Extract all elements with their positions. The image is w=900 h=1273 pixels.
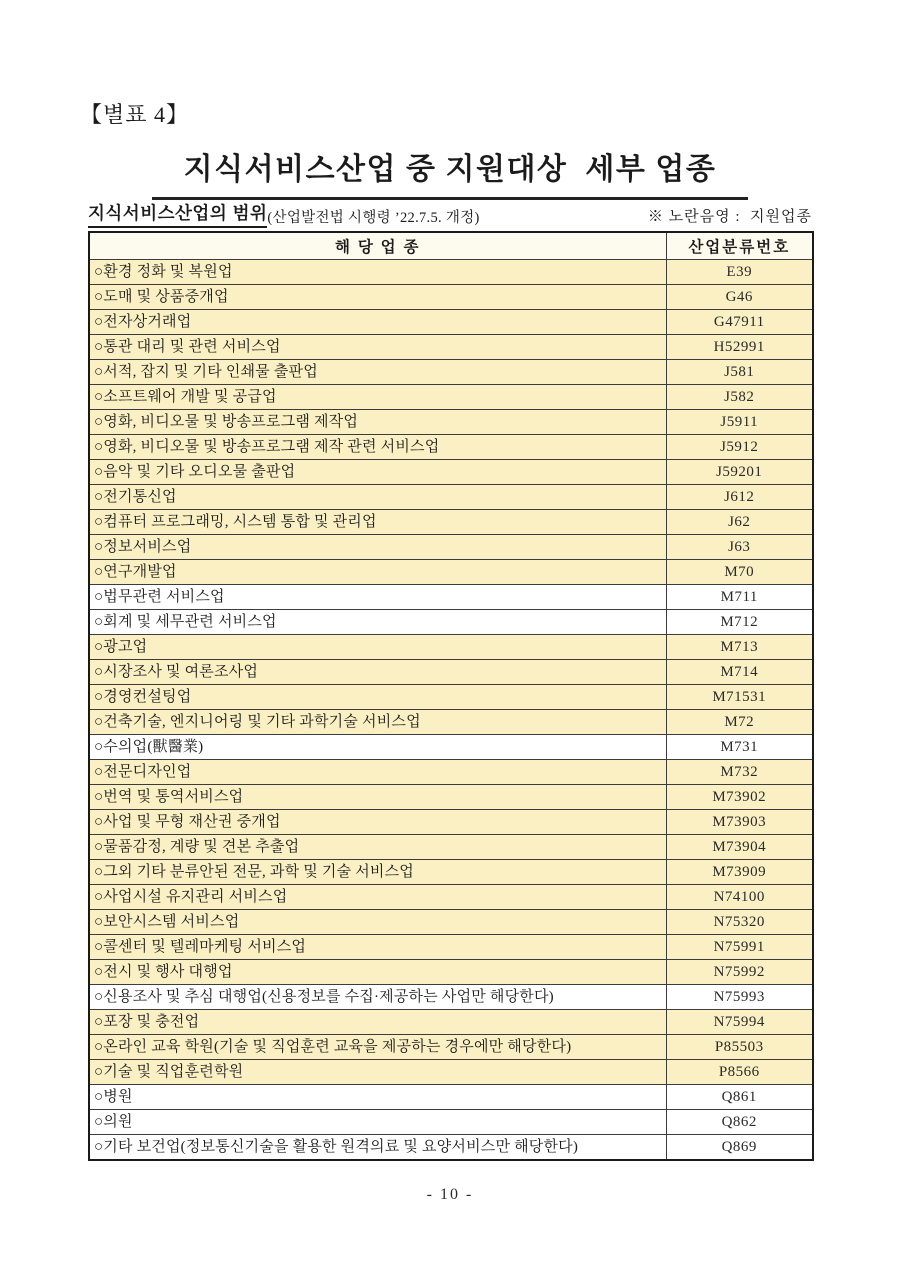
annex-label: 【별표 4】 [80,102,190,127]
table-row [89,660,813,685]
industry-name-cell: ○정보서비스업 [89,535,666,560]
table-row [89,260,813,285]
industry-code-cell: N75991 [666,935,813,960]
industry-table-body [89,260,813,1161]
industry-name-cell: ○콜센터 및 텔레마케팅 서비스업 [89,935,666,960]
table-row [89,585,813,610]
subtitle-heading: 지식서비스산업의 범위 [88,200,267,228]
table-row [89,935,813,960]
industry-name-cell: ○건축기술, 엔지니어링 및 기타 과학기술 서비스업 [89,710,666,735]
table-row [89,485,813,510]
industry-code-cell: Q861 [666,1085,813,1110]
industry-code-cell: P8566 [666,1060,813,1085]
table-row [89,510,813,535]
table-row [89,435,813,460]
table-row [89,1135,813,1161]
table-row [89,960,813,985]
industry-code-cell: G47911 [666,310,813,335]
industry-code-cell: N75993 [666,985,813,1010]
table-row [89,1060,813,1085]
table-row [89,610,813,635]
industry-name-cell: ○보안시스템 서비스업 [89,910,666,935]
industry-name-cell: ○사업 및 무형 재산권 중개업 [89,810,666,835]
industry-table [88,231,814,1161]
table-row [89,685,813,710]
industry-code-cell: J581 [666,360,813,385]
industry-code-cell: N75320 [666,910,813,935]
industry-code-cell: N75994 [666,1010,813,1035]
industry-code-cell: M73903 [666,810,813,835]
industry-code-cell: Q869 [666,1135,813,1161]
table-row [89,560,813,585]
title-block [152,144,748,200]
industry-name-cell: ○전시 및 행사 대행업 [89,960,666,985]
table-row [89,1035,813,1060]
table-row [89,535,813,560]
table-row [89,910,813,935]
industry-code-cell: P85503 [666,1035,813,1060]
industry-name-cell: ○포장 및 충전업 [89,1010,666,1035]
industry-name-cell: ○환경 정화 및 복원업 [89,260,666,285]
table-row [89,1010,813,1035]
header-cell-code: 산업분류번호 [666,232,813,260]
table-row [89,635,813,660]
industry-name-cell: ○기술 및 직업훈련학원 [89,1060,666,1085]
industry-code-cell: E39 [666,260,813,285]
table-row [89,785,813,810]
industry-name-cell: ○온라인 교육 학원(기술 및 직업훈련 교육을 제공하는 경우에만 해당한다) [89,1035,666,1060]
industry-name-cell: ○의원 [89,1110,666,1135]
industry-name-cell: ○사업시설 유지관리 서비스업 [89,885,666,910]
subtitle-left [88,200,480,228]
industry-code-cell: G46 [666,285,813,310]
industry-code-cell: M714 [666,660,813,685]
industry-code-cell: J59201 [666,460,813,485]
table-row [89,810,813,835]
table-row [89,310,813,335]
industry-code-cell: M71531 [666,685,813,710]
industry-name-cell: ○서적, 잡지 및 기타 인쇄물 출판업 [89,360,666,385]
industry-code-cell: M731 [666,735,813,760]
page-number: - 10 - [426,1186,474,1203]
table-row [89,760,813,785]
industry-name-cell: ○음악 및 기타 오디오물 출판업 [89,460,666,485]
industry-name-cell: ○그외 기타 분류안된 전문, 과학 및 기술 서비스업 [89,860,666,885]
industry-code-cell: J582 [666,385,813,410]
industry-code-cell: N74100 [666,885,813,910]
industry-code-cell: M732 [666,760,813,785]
industry-name-cell: ○도매 및 상품중개업 [89,285,666,310]
table-row [89,385,813,410]
industry-code-cell: M73904 [666,835,813,860]
industry-code-cell: M73909 [666,860,813,885]
industry-name-cell: ○회계 및 세무관련 서비스업 [89,610,666,635]
industry-name-cell: ○영화, 비디오물 및 방송프로그램 제작 관련 서비스업 [89,435,666,460]
table-row [89,285,813,310]
industry-name-cell: ○기타 보건업(정보통신기술을 활용한 원격의료 및 요양서비스만 해당한다) [89,1135,666,1161]
industry-code-cell: M73902 [666,785,813,810]
table-row [89,1110,813,1135]
industry-code-cell: J5911 [666,410,813,435]
industry-name-cell: ○통관 대리 및 관련 서비스업 [89,335,666,360]
page-title: 지식서비스산업 중 지원대상 세부 업종 [183,153,717,186]
subtitle-note: (산업발전법 시행령 ’22.7.5. 개정) [267,210,480,226]
highlight-legend: ※ 노란음영 : 지원업종 [647,209,812,225]
table-row [89,410,813,435]
industry-name-cell: ○소프트웨어 개발 및 공급업 [89,385,666,410]
table-row [89,360,813,385]
industry-name-cell: ○번역 및 통역서비스업 [89,785,666,810]
industry-name-cell: ○전문디자인업 [89,760,666,785]
header-row [89,232,813,260]
industry-name-cell: ○컴퓨터 프로그래밍, 시스템 통합 및 관리업 [89,510,666,535]
industry-code-cell: Q862 [666,1110,813,1135]
industry-code-cell: M713 [666,635,813,660]
table-row [89,335,813,360]
industry-name-cell: ○전기통신업 [89,485,666,510]
industry-name-cell: ○영화, 비디오물 및 방송프로그램 제작업 [89,410,666,435]
industry-code-cell: J63 [666,535,813,560]
industry-name-cell: ○신용조사 및 추심 대행업(신용정보를 수집·제공하는 사업만 해당한다) [89,985,666,1010]
table-row [89,1085,813,1110]
industry-code-cell: J5912 [666,435,813,460]
industry-name-cell: ○연구개발업 [89,560,666,585]
industry-code-cell: M70 [666,560,813,585]
industry-code-cell: N75992 [666,960,813,985]
industry-name-cell: ○경영컨설팅업 [89,685,666,710]
industry-name-cell: ○물품감정, 계량 및 견본 추출업 [89,835,666,860]
industry-code-cell: M72 [666,710,813,735]
table-row [89,835,813,860]
industry-name-cell: ○수의업(獸醫業) [89,735,666,760]
subtitle-row [88,200,812,228]
industry-name-cell: ○전자상거래업 [89,310,666,335]
table-row [89,710,813,735]
table-row [89,885,813,910]
industry-code-cell: M712 [666,610,813,635]
industry-name-cell: ○광고업 [89,635,666,660]
industry-name-cell: ○시장조사 및 여론조사업 [89,660,666,685]
table-row [89,985,813,1010]
table-row [89,860,813,885]
industry-name-cell: ○병원 [89,1085,666,1110]
industry-table-head [89,232,813,260]
table-row [89,460,813,485]
table-row [89,735,813,760]
header-cell-industry: 해 당 업 종 [89,232,666,260]
industry-code-cell: J612 [666,485,813,510]
industry-name-cell: ○법무관련 서비스업 [89,585,666,610]
industry-code-cell: J62 [666,510,813,535]
industry-code-cell: M711 [666,585,813,610]
industry-code-cell: H52991 [666,335,813,360]
